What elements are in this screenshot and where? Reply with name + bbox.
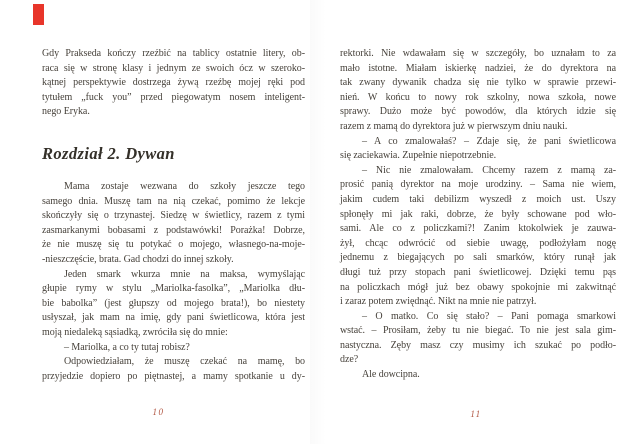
- chapter-heading: Rozdział 2. Dywan: [42, 143, 175, 163]
- text-line: razem z mamą do dyrektora już w pierwszym dniu nauki.: [340, 120, 568, 132]
- text-line: prosić panią dyrektor na moje urodziny. – Sama nie wiem,: [340, 179, 616, 191]
- text-line: wstać. – Prosiłam, żeby tu nie biegać. To nie jest sala gim-: [340, 325, 616, 337]
- paragraph: [340, 47, 616, 135]
- text-line: skończyły się o trzynastej. Siedzę w świetlicy, razem z tymi: [42, 210, 305, 222]
- text-line: głupie rymy w stylu „Mariolka-fasolka”, „Mariolka dłu-: [42, 283, 305, 295]
- text-line: -nieszczęście, brata. Gad chodzi do innej szkoły.: [42, 253, 234, 265]
- text-line: sami. Ale co z policzkami?! Zanim ktokolwiek je zauwa-: [340, 223, 616, 235]
- text-line: rektorki. Nie wdawałam się w szczegóły, bo uznałam to za: [340, 48, 616, 59]
- text-line: Mama zostaje wezwana do szkoły jeszcze tego: [64, 180, 305, 192]
- text-line: dze?: [340, 354, 359, 366]
- text-line: Odpowiedziałam, że muszę czekać na mamę, bo: [64, 356, 305, 368]
- page-gutter-shadow: [310, 0, 326, 444]
- text-line: i zaraz potem zwiędnąć. Nikt na mnie nie patrzył.: [340, 296, 537, 308]
- text-line: – A co zmalowałaś? – Zdaje się, że pani świetlicowa: [362, 135, 616, 147]
- text-line: usłyszał, jak mam na imię, gdy pani świetlicowa, która jest: [42, 312, 305, 324]
- paragraph: [42, 355, 305, 384]
- paragraph: [340, 368, 616, 383]
- text-line: na policzkach mógł już bez obawy spokojnie mi zakwitnąć: [340, 281, 616, 293]
- bookmark-ribbon-icon: [33, 4, 44, 25]
- text-line: się zaciekawia. Zupełnie niepotrzebnie.: [340, 150, 497, 162]
- text-line: żył, chcąc odwrócić od siebie uwagę, podłożyłam nogę: [340, 237, 616, 249]
- page-number-right: 11: [470, 409, 482, 419]
- text-line: tak zwany dywanik chadza się nie tylko w sprawie przewi-: [340, 77, 616, 89]
- paragraph: [42, 268, 305, 341]
- text-line: samego dnia. Muszę tam na nią czekać, pomimo że lekcje: [42, 195, 305, 207]
- text-line: – Mariolka, a co ty tutaj robisz?: [64, 341, 190, 353]
- text-line: że nie muszę się tu potykać o mojego, własnego-na-moje-: [42, 239, 305, 251]
- text-line: jednemu z biegających po sali smarków, który runął jak: [340, 252, 616, 264]
- text-line: bie babolka” (jest głupszy od mojego brata!), bo niestety: [42, 297, 305, 309]
- text-line: nień. W końcu to nowy rok szkolny, nowa szkoła, nowe: [340, 91, 616, 103]
- paragraph: [42, 341, 305, 356]
- paragraph: [42, 180, 305, 268]
- page-number-left: 10: [152, 407, 165, 417]
- text-line: sprawy. Dużo może być powodów, dla których idzie się: [340, 106, 616, 118]
- paragraph: [42, 47, 305, 120]
- text-line: Jeden smark wkurza mnie na maksa, wymyślając: [64, 268, 305, 280]
- text-line: Gdy Prakseda kończy rzeźbić na tablicy ostatnie litery, ob-: [42, 48, 305, 59]
- paragraph: [340, 135, 616, 164]
- text-line: nastyczna. Zęby masz czy musimy ich szukać po podło-: [340, 339, 616, 351]
- text-line: zasmarkanymi bobasami z podstawówki! Porażka! Dobrze,: [42, 224, 305, 236]
- text-line: Ale dowcipna.: [362, 369, 420, 381]
- text-line: tytułem „fuck you” przed piegowatym nosem inteligent-: [42, 91, 305, 103]
- text-line: raca się w stronę klasy i jednym ze swoich ócz w szeroko-: [42, 62, 305, 74]
- text-line: kątnej perspektywie dostrzega żywą rzeźbę mojej ręki pod: [42, 77, 305, 89]
- text-line: – O matko. Co się stało? – Pani pomaga smarkowi: [362, 310, 616, 322]
- text-line: spłonęły mi jak raki, dobrze, że były schowane pod wło-: [340, 208, 616, 220]
- text-line: mało istotne. Miałam iskierkę nadziei, że do dyrektora na: [340, 62, 616, 74]
- left-page-text: [42, 47, 305, 384]
- text-line: – Nic nie zmalowałam. Chcemy razem z mamą za-: [362, 164, 616, 176]
- right-page-text: [340, 47, 616, 383]
- paragraph: [340, 164, 616, 310]
- text-line: jakim cudem taki debilizm wyszedł z moich ust. Uszy: [340, 193, 616, 205]
- text-line: długi tuż przy stopach pani świetlicowej. Dzięki temu pąs: [340, 266, 616, 278]
- paragraph: [340, 310, 616, 368]
- text-line: moją niedaleką sąsiadką, zwróciła się do mnie:: [42, 326, 228, 338]
- text-line: nego Eryka.: [42, 106, 90, 118]
- text-line: przyjedzie dopiero po piętnastej, a mamy spotkanie u dy-: [42, 370, 305, 382]
